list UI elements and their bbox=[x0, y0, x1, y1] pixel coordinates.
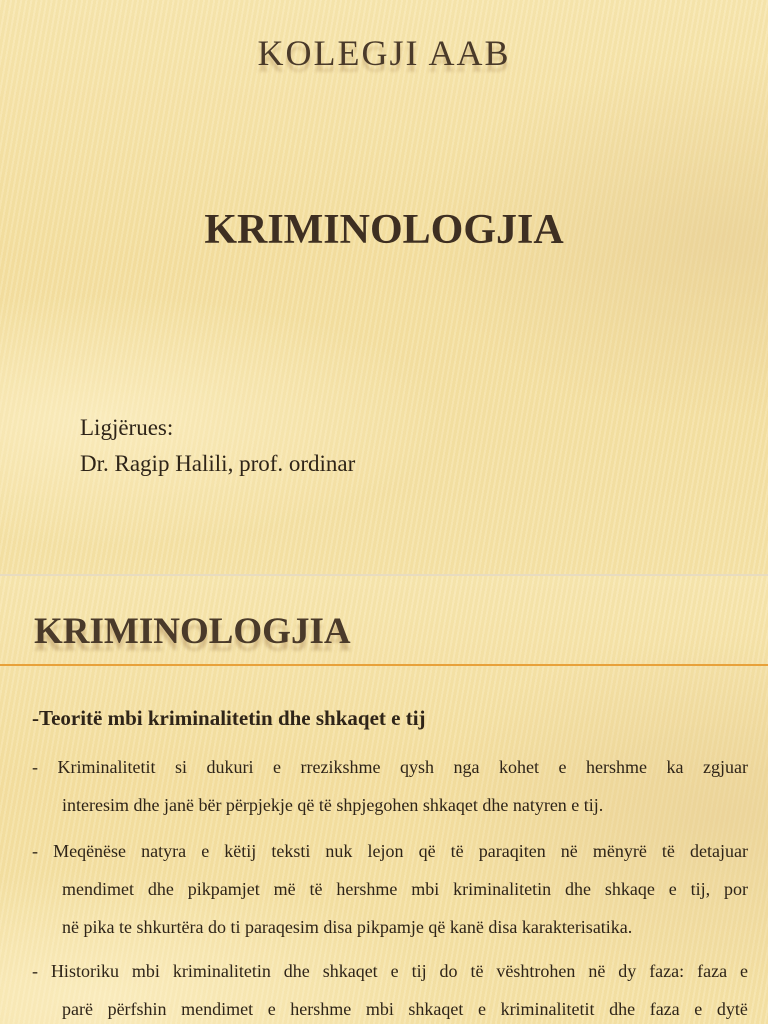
paragraph-line: parë përfshin mendimet e hershme mbi shkaqet e kriminalitetit dhe faza e dytë bbox=[62, 999, 748, 1019]
paragraph-1 bbox=[32, 748, 748, 824]
paragraph-line: - Meqënëse natyra e këtij teksti nuk lejon që të paraqiten në mënyrë të detajuar bbox=[32, 841, 748, 861]
slide-title: KRIMINOLOGJIA bbox=[34, 611, 351, 652]
lecturer-label: Ligjërues: bbox=[80, 415, 174, 440]
content-slide bbox=[0, 576, 768, 1024]
lecturer-block bbox=[80, 410, 355, 482]
paragraph-line: - Kriminalitetit si dukuri e rrezikshme qysh nga kohet e hershme ka zgjuar bbox=[32, 757, 748, 777]
title-divider bbox=[0, 664, 768, 666]
course-title: KRIMINOLOGJIA bbox=[204, 207, 564, 253]
paragraph-line: interesim dhe janë bër përpjekje që të shpjegohen shkaqet dhe natyren e tij. bbox=[62, 795, 604, 815]
lecturer-name: Dr. Ragip Halili, prof. ordinar bbox=[80, 451, 356, 476]
paragraph-line: në pika te shkurtëra do ti paraqesim disa pikpamje që kanë disa karakterisatika. bbox=[62, 917, 633, 937]
paragraph-line: mendimet dhe pikpamjet më të hershme mbi kriminalitetin dhe shkaqe e tij, por bbox=[62, 879, 748, 899]
slide-subtitle: -Teoritë mbi kriminalitetin dhe shkaqet e tij bbox=[32, 706, 426, 730]
paragraph-2 bbox=[32, 832, 748, 946]
college-header: KOLEGJI AAB bbox=[257, 33, 511, 73]
paragraph-line: - Historiku mbi kriminalitetin dhe shkaqet e tij do të vështrohen në dy faza: faza e bbox=[32, 961, 748, 981]
paragraph-3 bbox=[32, 952, 748, 1024]
